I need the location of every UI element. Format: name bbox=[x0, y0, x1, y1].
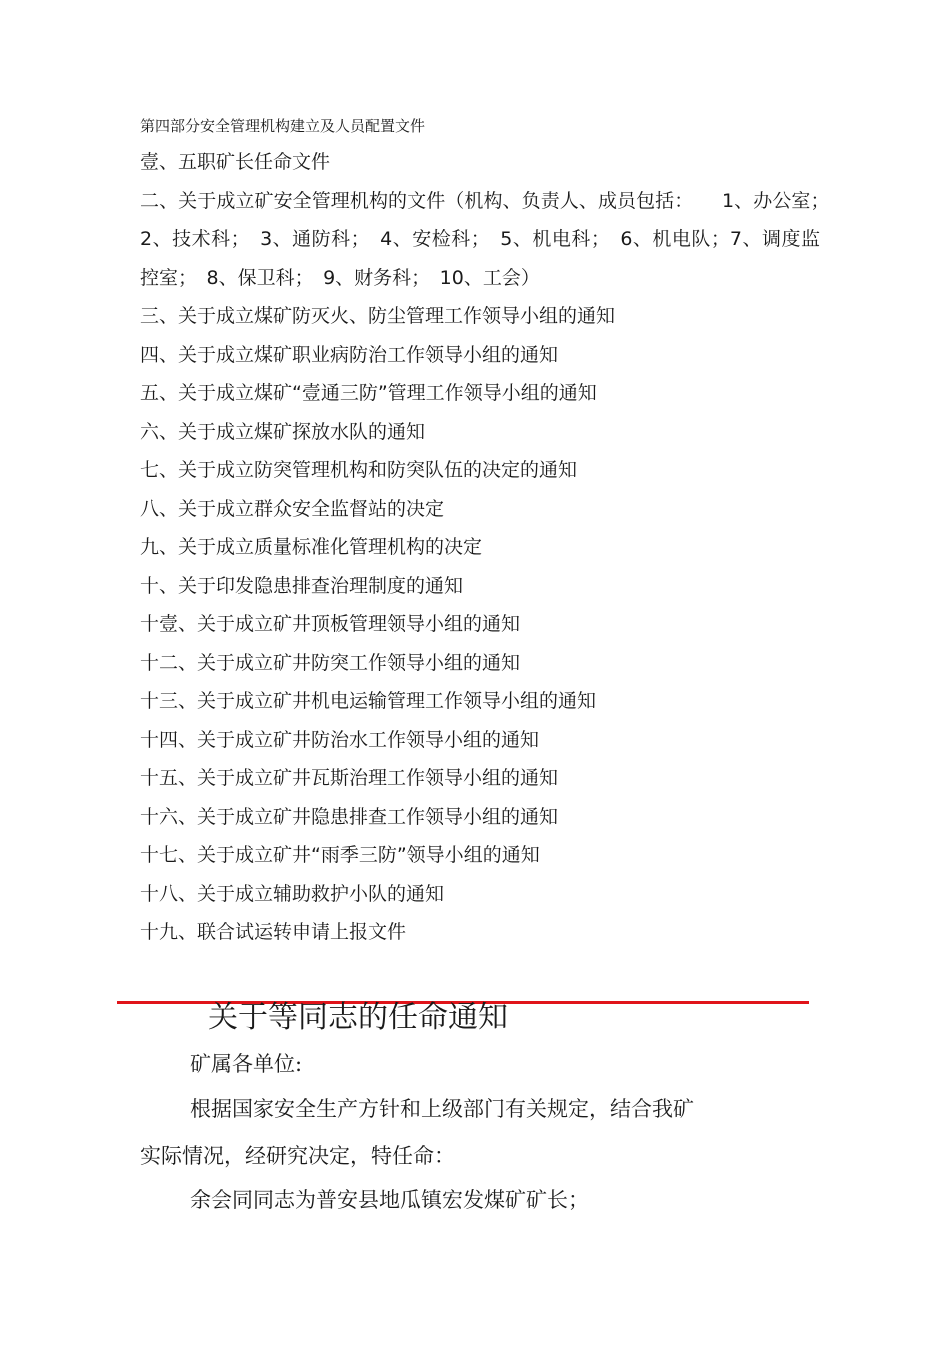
toc-item: 九、关于成立质量标准化管理机构的决定 bbox=[140, 536, 483, 558]
toc-item: 二、关于成立矿安全管理机构的文件（机构、负责人、成员包括： 1、办公室； 2、技术科； 3、通防科； 4、安检科； 5、机电科； 6、机电队；7、调度监控室； 8、保卫科； 9、财务科； 10、工会） bbox=[140, 189, 840, 289]
toc-item: 四、关于成立煤矿职业病防治工作领导小组的通知 bbox=[140, 343, 559, 366]
toc-item: 十二、关于成立矿井防突工作领导小组的通知 bbox=[140, 651, 521, 674]
toc-item: 十八、关于成立辅助救护小队的通知 bbox=[140, 882, 445, 905]
toc-item: 十四、关于成立矿井防治水工作领导小组的通知 bbox=[140, 728, 540, 751]
toc-item: 十五、关于成立矿井瓦斯治理工作领导小组的通知 bbox=[140, 767, 559, 789]
toc-item: 五、关于成立煤矿“壹通三防”管理工作领导小组的通知 bbox=[140, 382, 597, 404]
notice-addressee: 矿属各单位: bbox=[190, 1052, 303, 1076]
toc-list bbox=[140, 143, 840, 952]
toc-item: 十壹、关于成立矿井顶板管理领导小组的通知 bbox=[140, 613, 521, 635]
notice-appointment: 余会同同志为普安县地瓜镇宏发煤矿矿长； bbox=[190, 1188, 589, 1212]
notice-body-line: 实际情况，经研究决定，特任命： bbox=[140, 1144, 455, 1168]
toc-item: 三、关于成立煤矿防灭火、防尘管理工作领导小组的通知 bbox=[140, 305, 616, 327]
toc-item: 七、关于成立防突管理机构和防突队伍的决定的通知 bbox=[140, 459, 578, 481]
toc-item: 十六、关于成立矿井隐患排查工作领导小组的通知 bbox=[140, 805, 559, 828]
toc-item: 十三、关于成立矿井机电运输管理工作领导小组的通知 bbox=[140, 690, 597, 712]
notice-body-line: 根据国家安全生产方针和上级部门有关规定，结合我矿 bbox=[190, 1097, 694, 1121]
toc-item: 十七、关于成立矿井“雨季三防”领导小组的通知 bbox=[140, 844, 540, 866]
toc-item: 十九、联合试运转申请上报文件 bbox=[140, 921, 407, 943]
toc-item: 十、关于印发隐患排查治理制度的通知 bbox=[140, 574, 464, 597]
section-title: 第四部分安全管理机构建立及人员配置文件 bbox=[140, 117, 426, 135]
notice-title: 关于等同志的任命通知 bbox=[208, 1000, 508, 1035]
toc-item: 八、关于成立群众安全监督站的决定 bbox=[140, 497, 445, 520]
toc-item: 六、关于成立煤矿探放水队的通知 bbox=[140, 420, 426, 443]
toc-item: 壹、五职矿长任命文件 bbox=[140, 151, 331, 173]
